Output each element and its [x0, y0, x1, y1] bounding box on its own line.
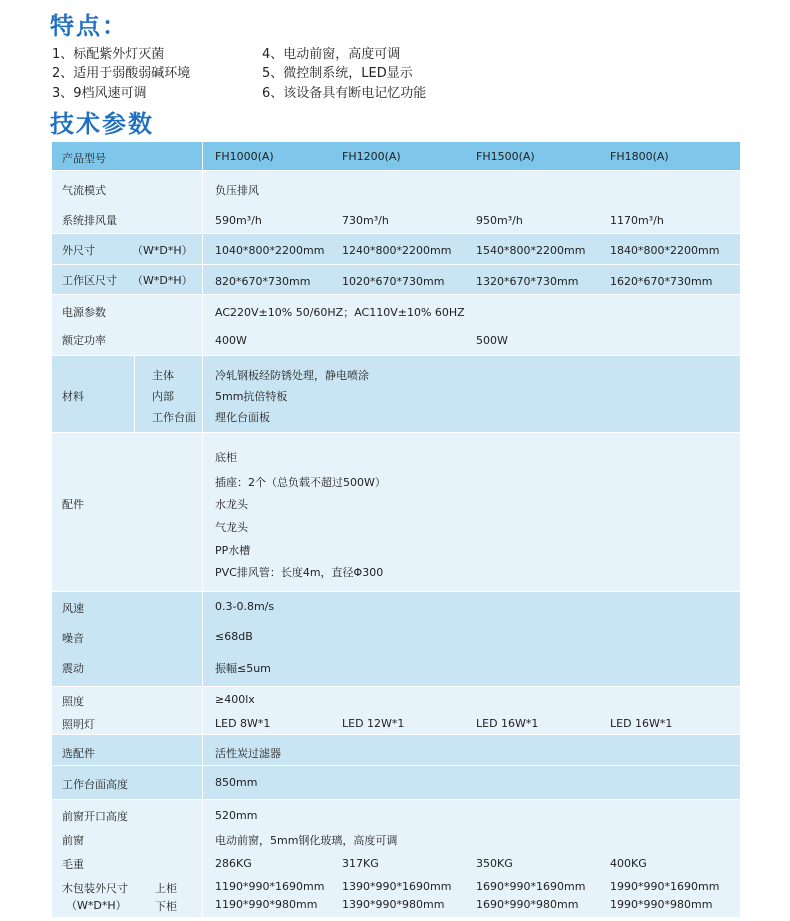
package-unit: （W*D*H）: [66, 899, 127, 912]
lamp-4: LED 16W*1: [610, 717, 673, 730]
header-label: 产品型号: [62, 152, 106, 165]
outer-unit: （W*D*H）: [132, 244, 193, 257]
package-upper-2: 1390*990*1690mm: [342, 880, 452, 893]
noise-value: ≤68dB: [215, 630, 253, 643]
material-part-2: 内部: [152, 390, 174, 403]
accessory-3: 水龙头: [215, 498, 248, 511]
rated-1: 400W: [215, 334, 247, 347]
accessories-label: 配件: [62, 498, 84, 511]
feature-3: 3、9档风速可调: [52, 86, 147, 101]
exhaust-2: 730m³/h: [342, 214, 389, 227]
package-lower-label: 下柜: [155, 900, 177, 913]
vibration-label: 震动: [62, 662, 84, 675]
package-label: 木包装外尺寸: [62, 882, 128, 895]
lamp-3: LED 16W*1: [476, 717, 539, 730]
package-upper-label: 上柜: [155, 882, 177, 895]
material-value-1: 冷轧钢板经防锈处理，静电喷涂: [215, 369, 369, 382]
outer-3: 1540*800*2200mm: [476, 244, 586, 257]
material-label: 材料: [62, 390, 84, 403]
model-1: FH1000(A): [215, 150, 274, 163]
wind-label: 风速: [62, 602, 84, 615]
rated-label: 额定功率: [62, 334, 106, 347]
wind-value: 0.3-0.8m/s: [215, 600, 275, 613]
table-height-value: 850mm: [215, 776, 258, 789]
airflow-label: 气流模式: [62, 184, 106, 197]
opening-value: 520mm: [215, 809, 258, 822]
outer-4: 1840*800*2200mm: [610, 244, 720, 257]
optional-value: 活性炭过滤器: [215, 747, 281, 760]
illum-value: ≥400lx: [215, 693, 255, 706]
weight-1: 286KG: [215, 857, 252, 870]
accessory-2: 插座：2个（总负载不超过500W）: [215, 476, 386, 489]
feature-1: 1、标配紫外灯灭菌: [52, 47, 165, 62]
accessory-5: PP水槽: [215, 544, 251, 557]
model-2: FH1200(A): [342, 150, 401, 163]
model-3: FH1500(A): [476, 150, 535, 163]
feature-4: 4、电动前窗，高度可调: [262, 47, 401, 62]
package-lower-4: 1990*990*980mm: [610, 898, 713, 911]
material-divider: [134, 356, 135, 432]
illum-label: 照度: [62, 695, 84, 708]
lamp-1: LED 8W*1: [215, 717, 271, 730]
exhaust-3: 950m³/h: [476, 214, 523, 227]
optional-label: 选配件: [62, 747, 95, 760]
power-label: 电源参数: [62, 306, 106, 319]
work-label: 工作区尺寸: [62, 274, 117, 287]
band-performance: [52, 592, 740, 686]
weight-label: 毛重: [62, 858, 84, 871]
outer-1: 1040*800*2200mm: [215, 244, 325, 257]
package-lower-2: 1390*990*980mm: [342, 898, 445, 911]
accessory-1: 底柜: [215, 451, 237, 464]
package-lower-3: 1690*990*980mm: [476, 898, 579, 911]
accessory-4: 气龙头: [215, 521, 248, 534]
noise-label: 噪音: [62, 632, 84, 645]
work-2: 1020*670*730mm: [342, 275, 445, 288]
model-4: FH1800(A): [610, 150, 669, 163]
column-divider: [202, 142, 203, 917]
specs-table: [52, 142, 740, 917]
lamp-2: LED 12W*1: [342, 717, 405, 730]
feature-5: 5、微控制系统，LED显示: [262, 66, 413, 81]
package-lower-1: 1190*990*980mm: [215, 898, 318, 911]
feature-2: 2、适用于弱酸弱碱环境: [52, 66, 191, 81]
work-4: 1620*670*730mm: [610, 275, 713, 288]
material-value-2: 5mm抗倍特板: [215, 390, 288, 403]
row-divider: [52, 765, 740, 766]
material-value-3: 理化台面板: [215, 411, 270, 424]
row-divider: [52, 264, 740, 265]
band-optional: [52, 735, 740, 799]
power-value: AC220V±10% 50/60HZ；AC110V±10% 60HZ: [215, 306, 465, 319]
band-accessories: [52, 433, 740, 591]
package-upper-4: 1990*990*1690mm: [610, 880, 720, 893]
exhaust-4: 1170m³/h: [610, 214, 664, 227]
exhaust-1: 590m³/h: [215, 214, 262, 227]
rated-2: 500W: [476, 334, 508, 347]
outer-2: 1240*800*2200mm: [342, 244, 452, 257]
window-value: 电动前窗，5mm钢化玻璃，高度可调: [215, 834, 398, 847]
outer-label: 外尺寸: [62, 244, 95, 257]
window-label: 前窗: [62, 834, 84, 847]
material-part-3: 工作台面: [152, 411, 196, 424]
exhaust-label: 系统排风量: [62, 214, 117, 227]
accessory-6: PVC排风管：长度4m，直径Φ300: [215, 566, 384, 579]
lamp-label: 照明灯: [62, 718, 95, 731]
package-upper-3: 1690*990*1690mm: [476, 880, 586, 893]
weight-2: 317KG: [342, 857, 379, 870]
vibration-value: 振幅≤5um: [215, 662, 271, 675]
material-part-1: 主体: [152, 369, 174, 382]
package-upper-1: 1190*990*1690mm: [215, 880, 325, 893]
features-heading: 特点：: [50, 12, 128, 40]
work-1: 820*670*730mm: [215, 275, 311, 288]
weight-4: 400KG: [610, 857, 647, 870]
opening-label: 前窗开口高度: [62, 810, 128, 823]
weight-3: 350KG: [476, 857, 513, 870]
work-unit: （W*D*H）: [132, 274, 193, 287]
airflow-value: 负压排风: [215, 184, 259, 197]
table-height-label: 工作台面高度: [62, 778, 128, 791]
specs-heading: 技术参数: [50, 110, 154, 138]
work-3: 1320*670*730mm: [476, 275, 579, 288]
feature-6: 6、该设备具有断电记忆功能: [262, 86, 427, 101]
